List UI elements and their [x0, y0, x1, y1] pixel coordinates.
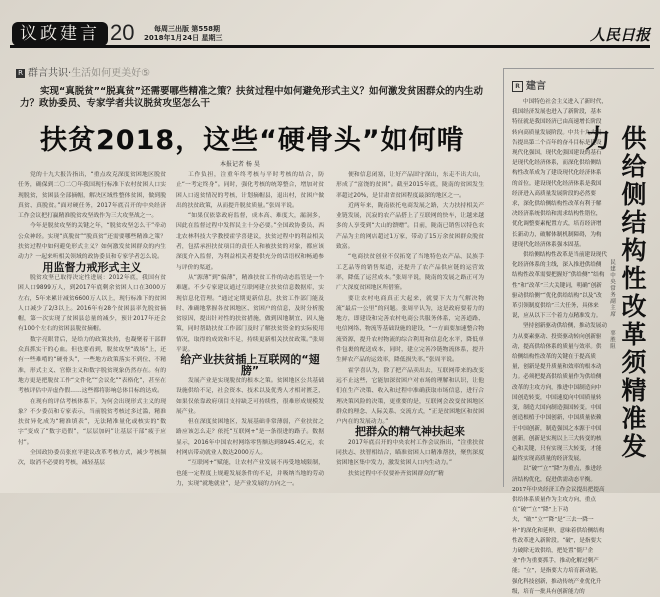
issue-info — [144, 25, 223, 43]
paragraph: 扶贫过程中不仅要补齐贫困群众的“精 — [348, 470, 444, 477]
paragraph: 发展产业是实现脱贫的根本之策。贫困地区公共基础设施供给不足，社会资本、技术以及优秀人才相对匮乏，如果仅依靠政府项目支持缺乏可持续性，很难形成规模发展产业。 — [176, 377, 324, 415]
author-title: 民建中央常务副主席 — [609, 259, 615, 318]
article-column-1 — [18, 170, 166, 488]
kicker-label: 群言共识· — [28, 68, 72, 79]
article-deck: 实现“真脱贫”“脱真贫”还需要哪些精准之策？扶贫过程中如何避免形式主义？如何激发贫困群众的内生动力？政协委员、专家学者共议脱贫攻坚怎么干 — [20, 86, 483, 109]
paragraph: 霍学喜认为，除了把产品卖出去，互联网带来的改变远不止这些，它能加深贫困户对市场的理解和认识，让他们在生产决策、收入和过程中准确获取市场信息，进行合理决策风险的决策，更重要的是，互联网会改变贫困地区群众的理念、人际关系、交流方式，“正是贫困地区和贫困户内在的发展动力。” — [336, 367, 484, 426]
section-badge: 议政建言 — [12, 22, 108, 46]
paragraph: 便和信息闭塞，让好产品固守深山，东走不出大山，形成了“富饶的贫困”。截至2015年底，陇南的贫困发生率超过20%，是甘肃省贫困程度最深的地区之一。 — [336, 172, 484, 199]
paragraph: 以“破”“立”“降”为重点，推进经济结构优化，促进供需动态平衡。2017年中央经济工作会议提出把提高供给体系质量作为主攻方向，重点在“破”“立”“降”上下功夫，“破”“立”“降”是“三去一降一补”的深化和延伸，意味着供给侧结构性改革进入新阶段。“破”，是指要大力破除无效供给，把处置“僵尸企业”作为重要抓手，推动化解过剩产能；“立”，是指要大力培育新动能，强化科技创新，推动传统产业优化升级，培育一批具有创新能力的 — [512, 466, 605, 595]
article-column-3 — [336, 170, 484, 488]
paragraph: 从“源薄”到“偏薄”，精准扶贫工作的动态监管是一个难题。不少专家建议通过互联网建立扶贫信息数据库，实现信息化管理。“通过定期更新信息，扶贫工作部门能及时、准确地掌握各贫困地区、贫困户的信息，及时分析脱贫原因，提出针对性的扶贫措施，做到因地制宜、因人施策，同时帮助扶贫工作部门及时了解扶贫资金的实际使用情况，取得的成效和不足，持续更新相关扶贫政策。”张周平说。 — [176, 274, 324, 354]
sidebar-tag — [512, 77, 546, 92]
paragraph: 中国特色社会主义进入了新时代，我国经济发展也进入了新阶段，基本特征就是我国经济已由高速增长阶段转向高质量发展阶段。中共十九大报告提出第二个百年的奋斗目标是建设现代化强国，现代化强国建设的基石是现代化经济体系，而深化供给侧结构性改革成为了建设现代化经济体系的首位。建设现代化经济体系是我国经济进入高质量发展阶段的必然要求，深化供给侧结构性改革有利于解决经济系统供给和需求结构性错位，优化调整要素配置方式，培育经济增长新动力，破解体制机制障碍，为构建现代化经济体系强本固基。 — [512, 99, 607, 248]
paragraph: 数字亮眼背后，是给力的政策扶持，也凝聚着干部群众真抓实干的心血。但也要看到，脱贫攻坚“战场”上，还有一些难啃的“硬骨头”，一些地方政策落实不到位、不精准，形式主义、官僚主义和数字脱贫现象仍然存在。有的地方更是把脱贫工作“文件化”“会议化”“表格化”，甚至在考核评估中弄虚作假……这些都将影响总体目标的达成。 — [18, 336, 166, 395]
paragraph: 工作负担，注重年终考核与平时考核的结合，防止“一考定终身”。同时，强化考核的统筹整合，增加对贫困人口返贫情况的考核，计划摘帽县，退出村，贫困户做出的扶贫政策，从而提升脱贫质量。”张周平说。 — [176, 172, 324, 209]
paragraph: “电商扶贫创业不仅拓宽了当地特色农产品、民族手工艺品等的销售渠道，还提升了农产品供应链的运营效率，降低了运营成本。”张周平说，陇南的发展之路正可为广大深度贫困地区所借鉴。 — [336, 254, 484, 292]
sidebar-title: 供给侧结构性改革须精准发力 — [582, 125, 647, 461]
sidebar-tag-label: 建言 — [526, 81, 546, 92]
paragraph: 近两年来，陇南依托电商发展之路，大力扶持相关产业链发展，沉寂的农产品搭上了互联网的快车，让越来越多的人享受到“大山的馈赠”。目前，陇南已销售以特色农产品为主的网店超过1万家，带动了15万余贫困群众脱贫致富。 — [336, 202, 484, 251]
kicker-sub: 生活如何更美好⑤ — [71, 68, 151, 79]
subheading: 用监督力戒形式主义 — [42, 260, 142, 274]
issue-date: 2018年1月24日 星期三 — [144, 34, 223, 42]
article-headline: 扶贫2018，这些“硬骨头”如何啃 — [40, 125, 465, 156]
sidebar-body — [512, 97, 607, 595]
column-r-icon: R — [16, 69, 25, 78]
article-byline: 本报记者 杨 昊 — [220, 161, 260, 168]
paragraph: 全国政协委员张庶平建议改革考核方式，减少考核频次，取消不必要的考核，减轻基层 — [18, 450, 166, 467]
paragraph: 脱贫攻坚已取得决定性进展：2012年底，我国有贫困人口9899万人，到2017年底剩余贫困人口在3000万左右，5年来累计减贫6600万人以上，现行标准下的贫困人口减少了2/3以上。2016年有28个贫困县率先脱贫摘帽，第一次实现了贫困县总量的减少，预计2017年还会有100个左右的贫困县脱贫摘帽。 — [18, 274, 166, 333]
paragraph: 供给侧结构性改革是当前建设现代化经济体系的主线，深入推进供给侧结构性改革需要把握好“供给侧”“结构性”和“改革”三大关键词，明确“创新驱动供给侧”“优化供给结构”以及“改革引领制度供给”三大任务，具体来说，应从以下三个着力点精准发力。 — [512, 252, 607, 320]
paragraph: 在现有的评估考核体系下，为何会出现形式主义的现象？不少委员和专家表示，当前脱贫考核过多过滥，精准扶贫异化成为“精准填表”，无法精准量化或核实的“数字”变成了“数字造假”，“层层加码”让基层干部“疲于应付”。 — [18, 398, 166, 446]
paragraph: 党的十九大报告指出，“重点攻克深度贫困地区脱贫任务，确保到二〇二〇年我国现行标准下农村贫困人口实现脱贫，贫困县全部摘帽，解决区域性整体贫困，做到脱真贫、真脱贫。”面对硬任务，2017年底召开的中央经济工作会议把打赢精准脱贫攻坚战作为三大攻坚战之一。 — [18, 172, 166, 220]
paragraph: 今年是脱贫攻坚的关键之年，“脱贫攻坚怎么干”牵动公众神经。实现“真脱贫”“脱真贫”还需要哪些精准之策？扶贫过程中如何避免形式主义？如何激发贫困群众的内生动力？一起来听相关领域的政协委员和专家学者怎么说。 — [18, 223, 166, 261]
paragraph: “互联网+”赋能，让农村产业发展不再受地域限制，也能一定程度上规避发展条件的不足，并吸纳当地的劳动力，实现“就地就业”，是产业发展的方向之一。 — [176, 460, 324, 487]
paragraph: 坚持创新驱动供给侧，推动发展动力从要素驱动、投资驱动转向创新驱动，提高供给体系的质量与效率。供给侧结构性改革的关键在于提高质量，创新是提升质量和效率的根本动力。必须把提高供给质量作为供给侧改革的主攻方向，推进中国制造向中国创造转变，中国速度向中国质量转变，制造大国向制造强国转变。中国创造根植于中国创新，中国质量依赖于中国创新，制造强国之本源于中国创新。创新是实现以上三大转变的核心和关键，只有实现三大转变，才能最终实现高质量的经济发展。 — [512, 323, 607, 463]
paragraph: 要让农村电商真正大起来，就要下大力气解决物流“最后一公里”的问题。张周平认为，这是政府要着力的地方，即建设和完善农村电商公共服务体系，完善道路、电信网络、物流等基础设施的建设，“一方面要加速整合物流资源，提升农村物流的综合利用和信息化水平，降低单件包裹的配送成本，同时，建立完善冷链物流体系，提升生鲜农产品的运效率，降低损失率。”张周平说。 — [336, 295, 484, 364]
kicker — [16, 64, 150, 79]
page-number: 20 — [110, 20, 135, 45]
paragraph: 但在深度贫困地区，发展基础非常薄弱，产业扶贫之路应该怎么走？依托“互联网+”是一条很进的路子。数据显示，2016年中国农村网络零售额达到8945.4亿元，农村网店带动就业人数达2000万人。 — [176, 419, 324, 457]
article-column-2 — [176, 170, 324, 488]
subheading: 把群众的精气神扶起来 — [355, 425, 465, 439]
masthead-rule — [10, 45, 650, 48]
paragraph: 2017年底召开的中央农村工作会议指出，“注重扶贫同扶志、扶智相结合，瞄准贫困人口精准帮扶，聚焦深度贫困地区集中发力，激发贫困人口内生动力。” — [336, 439, 484, 467]
paragraph: “如果仅依靠政府监督，成本高、难度大，漏洞多，因此在监督过程中发挥民主十分必要。”全国政协委员、西北农林科技大学教授霍学喜建议，扶贫过程中的利益相关者，包括承担扶贫项目的责任人和被扶贫的对象，都应该深度介入监督，为利益相关者提供充分的话语权和畅通参与评价的渠道。 — [176, 213, 324, 271]
subheading: 给产业扶贫插上互联网的“翅膀” — [180, 353, 320, 377]
opinion-sidebar — [503, 68, 654, 595]
author-name: 辜胜阻 — [609, 330, 615, 350]
paper-logo: 人民日报 — [589, 26, 650, 44]
column-r-icon: R — [512, 81, 523, 92]
issue-line-1: 每周三出版 第558期 — [154, 25, 221, 33]
